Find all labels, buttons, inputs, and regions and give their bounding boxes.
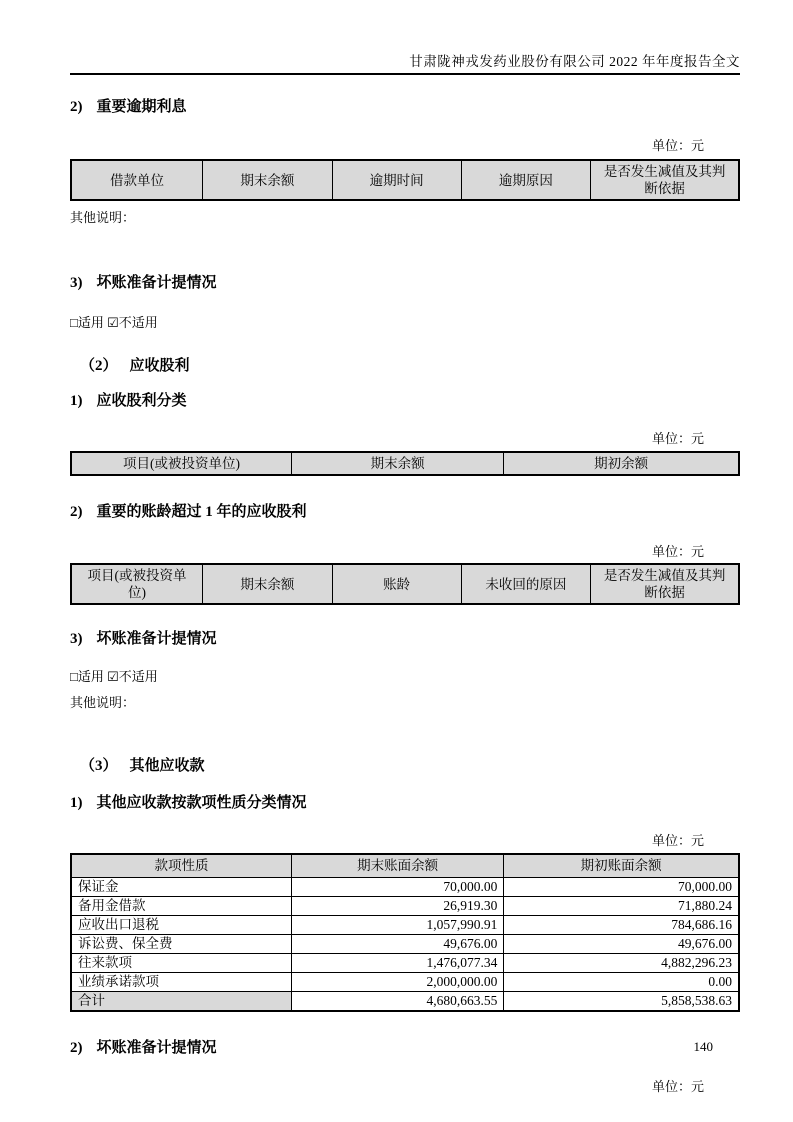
- header-cell: 是否发生减值及其判断依据: [591, 160, 739, 200]
- page-number: 140: [693, 1039, 713, 1054]
- table-row: [71, 915, 739, 934]
- table-row: [71, 896, 739, 915]
- cell-beginning-balance: 71,880.24: [504, 896, 739, 915]
- heading-number: 2): [70, 504, 83, 520]
- header-cell: 期末余额: [291, 452, 503, 475]
- other-receivables-by-nature-table: [70, 853, 740, 1012]
- heading-number: 3): [70, 275, 83, 291]
- section-heading-other-receivables-by-nature: [70, 794, 740, 813]
- cell-beginning-balance: 0.00: [504, 972, 739, 991]
- heading-number: （3）: [80, 758, 118, 774]
- cell-nature: 保证金: [71, 877, 291, 896]
- heading-number: 2): [70, 1039, 83, 1056]
- cell-ending-balance: 26,919.30: [291, 896, 503, 915]
- heading-number: 1): [70, 795, 83, 811]
- heading-number: 1): [70, 393, 83, 409]
- heading-text: 其他应收款按款项性质分类情况: [96, 795, 307, 811]
- table-header-row: [71, 564, 739, 604]
- table-header-row: [71, 854, 739, 877]
- section-heading-dividends-receivable: [80, 357, 740, 376]
- cell-ending-balance: 49,676.00: [291, 934, 503, 953]
- heading-text: 坏账准备计提情况: [96, 631, 217, 647]
- table-row: [71, 972, 739, 991]
- cell-ending-balance: 1,476,077.34: [291, 953, 503, 972]
- cell-ending-balance: 70,000.00: [291, 877, 503, 896]
- header-cell: 逾期时间: [332, 160, 461, 200]
- heading-text: 应收股利分类: [96, 393, 187, 409]
- unit-label: 单位：元: [651, 544, 704, 559]
- dividend-classification-table: [70, 451, 740, 476]
- heading-number: 3): [70, 631, 83, 647]
- cell-ending-balance: 2,000,000.00: [291, 972, 503, 991]
- heading-text: 其他应收款: [129, 758, 205, 774]
- header-cell: 项目(或被投资单位): [71, 452, 291, 475]
- cell-total-label: 合计: [71, 991, 291, 1011]
- section-heading-bad-debt-provision-3: [70, 1039, 740, 1058]
- cell-nature: 往来款项: [71, 953, 291, 972]
- table-row: [71, 934, 739, 953]
- applicability-checkboxes: □适用 ☑不适用: [70, 669, 158, 684]
- section-heading-overdue-interest: [70, 98, 740, 117]
- cell-total-ending-balance: 4,680,663.55: [291, 991, 503, 1011]
- cell-nature: 备用金借款: [71, 896, 291, 915]
- cell-beginning-balance: 49,676.00: [504, 934, 739, 953]
- header-cell: 期末账面余额: [291, 854, 503, 877]
- section-heading-bad-debt-provision-1: [70, 274, 740, 293]
- table-total-row: [71, 991, 739, 1011]
- overdue-interest-table: [70, 159, 740, 201]
- heading-text: 坏账准备计提情况: [96, 275, 217, 291]
- cell-beginning-balance: 4,882,296.23: [504, 953, 739, 972]
- unit-label: 单位：元: [651, 431, 704, 446]
- doc-header-title: 甘肃陇神戎发药业股份有限公司 2022 年年度报告全文: [409, 54, 740, 69]
- table-header-row: [71, 160, 739, 200]
- table-row: [71, 877, 739, 896]
- cell-nature: 诉讼费、保全费: [71, 934, 291, 953]
- section-heading-dividend-classification: [70, 392, 740, 411]
- cell-beginning-balance: 784,686.16: [504, 915, 739, 934]
- header-cell: 项目(或被投资单位): [71, 564, 203, 604]
- header-rule: [70, 73, 740, 75]
- heading-number: 2): [70, 99, 83, 115]
- header-cell: 期初账面余额: [504, 854, 739, 877]
- header-cell: 账龄: [332, 564, 461, 604]
- cell-beginning-balance: 70,000.00: [504, 877, 739, 896]
- section-heading-dividends-over-one-year: [70, 503, 740, 522]
- heading-number: （2）: [80, 358, 118, 374]
- section-heading-bad-debt-provision-2: [70, 630, 740, 649]
- heading-text: 应收股利: [129, 358, 190, 374]
- dividends-over-one-year-table: [70, 563, 740, 605]
- header-cell: 款项性质: [71, 854, 291, 877]
- header-cell: 逾期原因: [461, 160, 591, 200]
- heading-text: 坏账准备计提情况: [96, 1039, 217, 1056]
- cell-nature: 业绩承诺款项: [71, 972, 291, 991]
- header-cell: 期末余额: [203, 564, 333, 604]
- applicability-checkboxes: □适用 ☑不适用: [70, 315, 158, 330]
- cell-total-beginning-balance: 5,858,538.63: [504, 991, 739, 1011]
- header-cell: 借款单位: [71, 160, 203, 200]
- section-heading-other-receivables: [80, 757, 740, 776]
- other-note: 其他说明：: [70, 210, 136, 225]
- header-cell: 期初余额: [504, 452, 739, 475]
- cell-ending-balance: 1,057,990.91: [291, 915, 503, 934]
- table-row: [71, 953, 739, 972]
- heading-text: 重要的账龄超过 1 年的应收股利: [96, 504, 307, 520]
- unit-label: 单位：元: [651, 1078, 704, 1094]
- unit-label: 单位：元: [651, 833, 704, 848]
- header-cell: 未收回的原因: [461, 564, 591, 604]
- cell-nature: 应收出口退税: [71, 915, 291, 934]
- unit-label: 单位：元: [651, 138, 704, 153]
- heading-text: 重要逾期利息: [96, 99, 187, 115]
- other-note: 其他说明：: [70, 695, 136, 710]
- header-cell: 期末余额: [203, 160, 333, 200]
- header-cell: 是否发生减值及其判断依据: [591, 564, 739, 604]
- table-header-row: [71, 452, 739, 475]
